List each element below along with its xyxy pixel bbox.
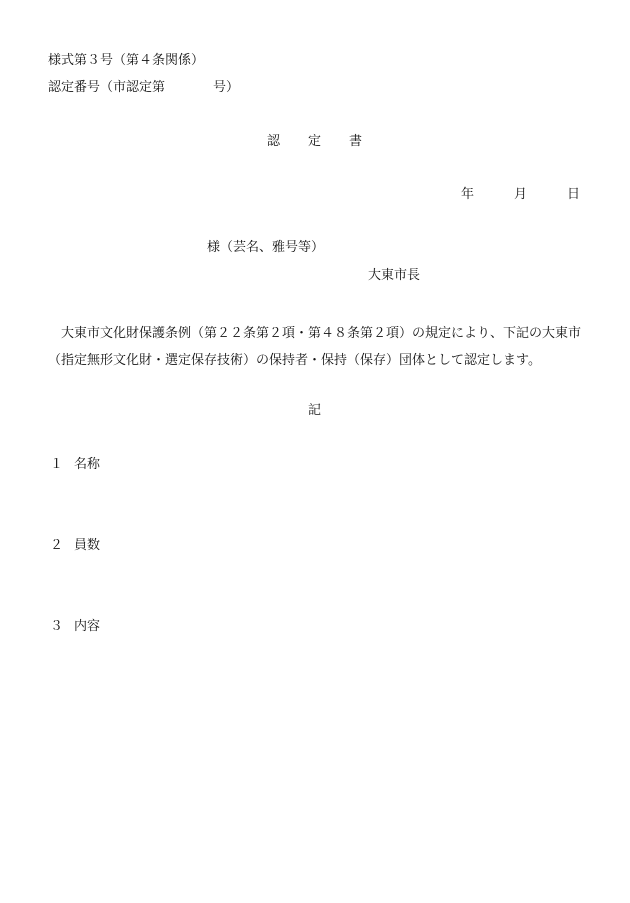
body-paragraph: 大東市文化財保護条例（第２２条第２項・第４８条第２項）の規定により、下記の大東市（指定無形文化財・選定保存技術）の保持者・保持（保存）団体として認定します。: [48, 326, 582, 368]
title-char-1: 認: [267, 134, 281, 149]
item-label: 名称: [74, 457, 101, 472]
list-item: [50, 457, 100, 473]
item-number: １: [50, 457, 64, 472]
recipient-line: 様（芸名、雅号等）: [207, 240, 325, 255]
item-label: 内容: [74, 619, 101, 634]
year-label: 年: [461, 187, 475, 202]
item-number: ３: [50, 619, 64, 634]
title-char-2: 定: [308, 134, 322, 149]
certification-number: [48, 80, 239, 96]
list-item: [50, 619, 100, 635]
title-char-3: 書: [349, 134, 363, 149]
item-number: ２: [50, 538, 64, 553]
list-item: [50, 538, 100, 554]
cert-number-suffix: 号）: [213, 80, 240, 95]
form-label: 様式第３号（第４条関係）: [48, 53, 205, 68]
issuer-name: 大東市長: [368, 268, 421, 283]
record-mark: 記: [308, 403, 322, 418]
day-label: 日: [567, 187, 581, 202]
item-label: 員数: [74, 538, 101, 553]
cert-number-prefix: 認定番号（市認定第: [48, 80, 166, 95]
month-label: 月: [514, 187, 528, 202]
date-line: [461, 187, 580, 203]
document-title: [267, 134, 362, 150]
